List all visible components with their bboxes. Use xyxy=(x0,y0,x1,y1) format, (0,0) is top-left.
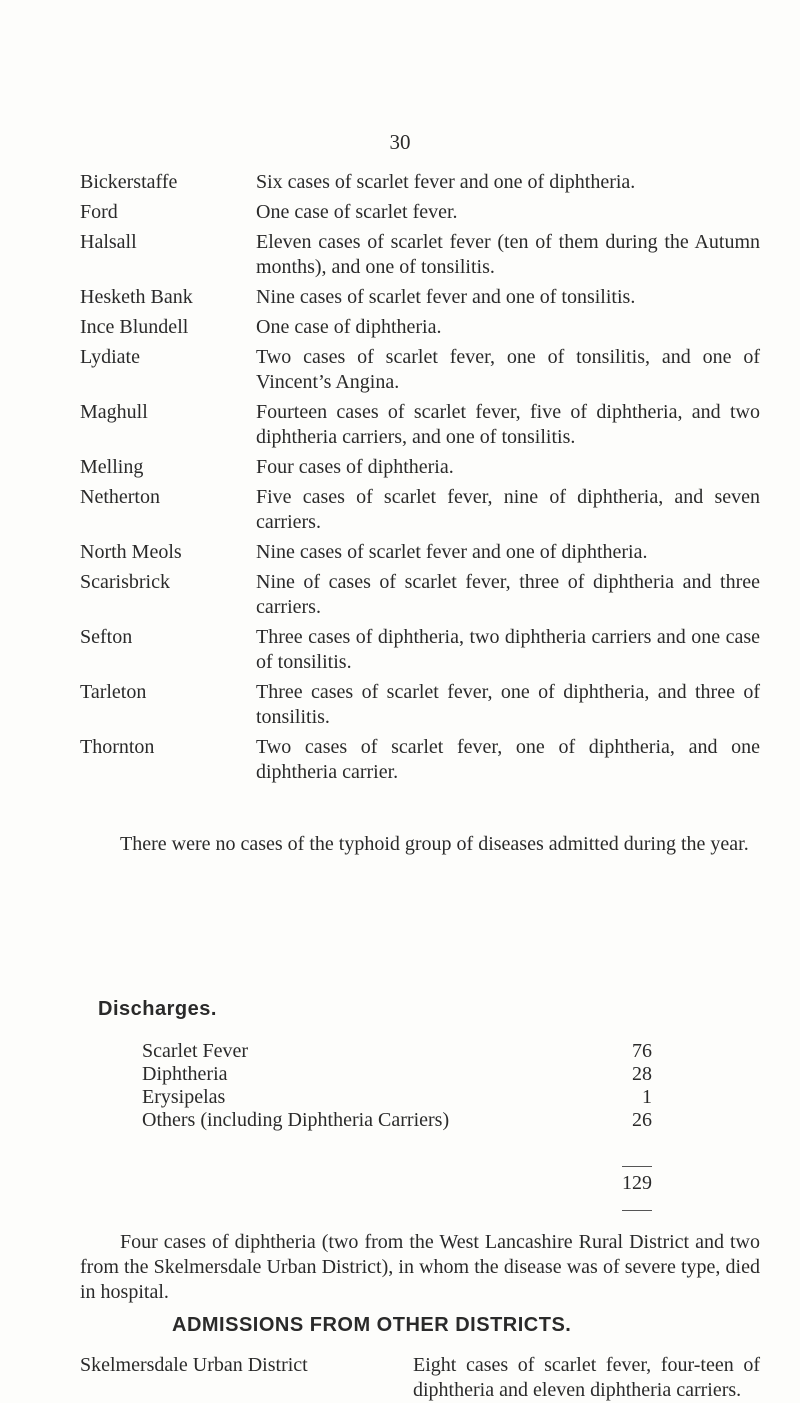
discharge-label: Diphtheria xyxy=(142,1063,228,1085)
page-number: 30 xyxy=(389,130,411,154)
district-name: Lydiate xyxy=(80,346,140,368)
district-name: Halsall xyxy=(80,231,137,253)
discharge-row xyxy=(142,1086,652,1109)
discharge-label: Erysipelas xyxy=(142,1086,226,1108)
district-name: North Meols xyxy=(80,541,182,563)
total-rule-top xyxy=(622,1166,652,1167)
discharge-row xyxy=(142,1063,652,1086)
district-entry xyxy=(80,625,760,675)
district-description: Three cases of diphtheria, two diphtheria carriers and one case of tonsilitis. xyxy=(256,626,760,673)
district-entry xyxy=(80,345,760,395)
discharges-heading: Discharges. xyxy=(98,998,217,1020)
district-entry xyxy=(80,735,760,785)
discharge-label: Others (including Diphtheria Carriers) xyxy=(142,1109,450,1131)
discharge-value: 28 xyxy=(632,1063,652,1085)
district-name: Tarleton xyxy=(80,681,147,703)
district-description: Eleven cases of scarlet fever (ten of them during the Autumn months), and one of tonsilitis. xyxy=(256,231,760,278)
district-name: Ince Blundell xyxy=(80,316,189,338)
district-name: Hesketh Bank xyxy=(80,286,193,308)
other-districts-heading: ADMISSIONS FROM OTHER DISTRICTS. xyxy=(172,1314,572,1336)
district-description: Nine cases of scarlet fever and one of diphtheria. xyxy=(256,541,648,563)
district-entry xyxy=(80,455,760,480)
district-entry xyxy=(80,315,760,340)
other-districts-entry xyxy=(80,1353,760,1403)
district-entry xyxy=(80,680,760,730)
district-name: Scarisbrick xyxy=(80,571,170,593)
district-description: Two cases of scarlet fever, one of diphtheria, and one diphtheria carrier. xyxy=(256,736,760,783)
district-list xyxy=(80,170,760,790)
district-description: Nine cases of scarlet fever and one of tonsilitis. xyxy=(256,286,636,308)
district-name: Thornton xyxy=(80,736,155,758)
district-name: Maghull xyxy=(80,401,148,423)
typhoid-note: There were no cases of the typhoid group of diseases admitted during the year. xyxy=(120,833,749,855)
district-name: Melling xyxy=(80,456,144,478)
discharge-label: Scarlet Fever xyxy=(142,1040,249,1062)
discharge-row xyxy=(142,1040,652,1063)
district-description: One case of diphtheria. xyxy=(256,316,442,338)
total-rule-bottom xyxy=(622,1210,652,1211)
district-entry xyxy=(80,285,760,310)
district-entry xyxy=(80,170,760,195)
district-name: Sefton xyxy=(80,626,133,648)
discharge-value: 1 xyxy=(642,1086,652,1108)
district-name: Ford xyxy=(80,201,118,223)
discharge-row xyxy=(142,1109,652,1132)
district-description: Three cases of scarlet fever, one of diphtheria, and three of tonsilitis. xyxy=(256,681,760,728)
district-description: Five cases of scarlet fever, nine of diphtheria, and seven carriers. xyxy=(256,486,760,533)
discharge-value: 26 xyxy=(632,1109,652,1131)
discharges-table xyxy=(142,1040,652,1132)
discharges-total: 129 xyxy=(622,1172,652,1194)
district-entry xyxy=(80,485,760,535)
district-name: Bickerstaffe xyxy=(80,171,178,193)
discharge-value: 76 xyxy=(632,1040,652,1062)
district-entry xyxy=(80,540,760,565)
other-district-text: Eight cases of scarlet fever, four-teen of diphtheria and eleven diphtheria carriers. xyxy=(413,1354,760,1401)
district-entry xyxy=(80,200,760,225)
district-name: Netherton xyxy=(80,486,160,508)
district-entry xyxy=(80,570,760,620)
district-description: Fourteen cases of scarlet fever, five of diphtheria, and two diphtheria carriers, and one of tonsilitis. xyxy=(256,401,760,448)
deaths-note: Four cases of diphtheria (two from the West Lancashire Rural District and two from the Skelmersdale Urban District), in whom the disease was of severe type, died in hospital. xyxy=(80,1231,760,1303)
district-description: Four cases of diphtheria. xyxy=(256,456,454,478)
other-district-name: Skelmersdale Urban District xyxy=(80,1354,308,1376)
district-description: One case of scarlet fever. xyxy=(256,201,458,223)
district-entry xyxy=(80,230,760,280)
district-description: Nine of cases of scarlet fever, three of diphtheria and three carriers. xyxy=(256,571,760,618)
district-entry xyxy=(80,400,760,450)
district-description: Two cases of scarlet fever, one of tonsilitis, and one of Vincent’s Angina. xyxy=(256,346,760,393)
district-description: Six cases of scarlet fever and one of diphtheria. xyxy=(256,171,636,193)
